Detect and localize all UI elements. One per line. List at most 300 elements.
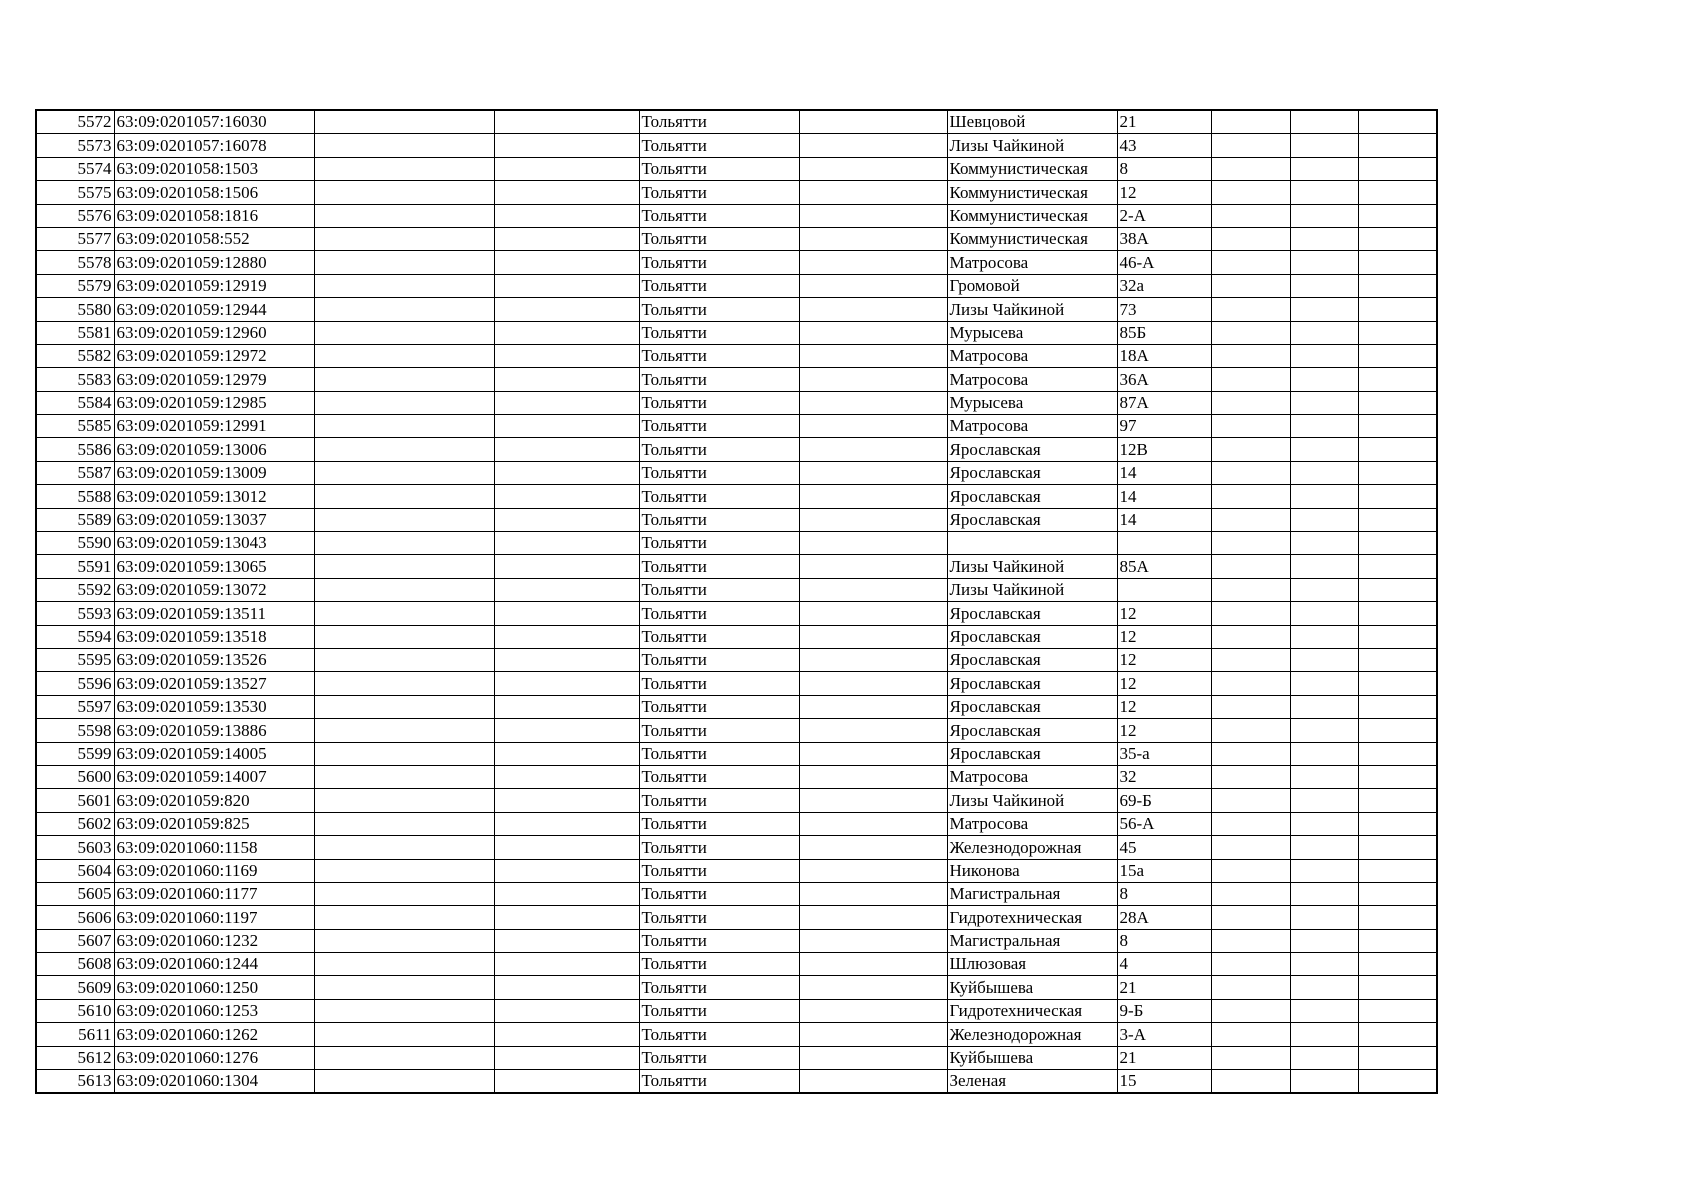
city-cell: Тольятти <box>639 368 799 391</box>
empty-cell <box>799 578 947 601</box>
city-cell: Тольятти <box>639 976 799 999</box>
house-number-cell: 15а <box>1117 859 1211 882</box>
empty-cell <box>799 532 947 555</box>
street-cell: Мурысева <box>947 321 1117 344</box>
street-cell: Гидротехническая <box>947 999 1117 1022</box>
empty-cell <box>1211 485 1290 508</box>
row-number-cell: 5589 <box>36 508 114 531</box>
empty-cell <box>494 251 639 274</box>
empty-cell <box>494 1070 639 1094</box>
empty-cell <box>1358 765 1437 788</box>
empty-cell <box>1290 251 1358 274</box>
empty-cell <box>494 602 639 625</box>
table-row <box>36 812 1437 835</box>
table-row <box>36 859 1437 882</box>
cadastral-number-cell: 63:09:0201060:1177 <box>114 882 314 905</box>
empty-cell <box>314 227 494 250</box>
row-number-cell: 5576 <box>36 204 114 227</box>
house-number-cell: 28А <box>1117 906 1211 929</box>
empty-cell <box>1358 157 1437 180</box>
row-number-cell: 5601 <box>36 789 114 812</box>
empty-cell <box>1211 836 1290 859</box>
empty-cell <box>314 321 494 344</box>
empty-cell <box>314 438 494 461</box>
empty-cell <box>314 110 494 134</box>
empty-cell <box>799 391 947 414</box>
city-cell: Тольятти <box>639 953 799 976</box>
empty-cell <box>1290 648 1358 671</box>
empty-cell <box>1211 157 1290 180</box>
row-number-cell: 5574 <box>36 157 114 180</box>
empty-cell <box>314 859 494 882</box>
cadastral-number-cell: 63:09:0201059:12919 <box>114 274 314 297</box>
empty-cell <box>1211 765 1290 788</box>
table-row <box>36 672 1437 695</box>
empty-cell <box>314 391 494 414</box>
empty-cell <box>314 999 494 1022</box>
empty-cell <box>314 134 494 157</box>
empty-cell <box>1290 321 1358 344</box>
house-number-cell: 12В <box>1117 438 1211 461</box>
table-row <box>36 648 1437 671</box>
cadastral-number-cell: 63:09:0201059:12972 <box>114 344 314 367</box>
cadastral-number-cell: 63:09:0201058:1816 <box>114 204 314 227</box>
empty-cell <box>1211 648 1290 671</box>
street-cell: Матросова <box>947 812 1117 835</box>
house-number-cell: 14 <box>1117 508 1211 531</box>
city-cell: Тольятти <box>639 929 799 952</box>
city-cell: Тольятти <box>639 672 799 695</box>
empty-cell <box>494 227 639 250</box>
empty-cell <box>1290 672 1358 695</box>
empty-cell <box>1358 976 1437 999</box>
cadastral-number-cell: 63:09:0201059:12944 <box>114 298 314 321</box>
empty-cell <box>1211 321 1290 344</box>
row-number-cell: 5608 <box>36 953 114 976</box>
empty-cell <box>799 438 947 461</box>
empty-cell <box>1290 999 1358 1022</box>
house-number-cell: 9-Б <box>1117 999 1211 1022</box>
empty-cell <box>1211 1023 1290 1046</box>
row-number-cell: 5594 <box>36 625 114 648</box>
house-number-cell: 12 <box>1117 602 1211 625</box>
table-row <box>36 368 1437 391</box>
empty-cell <box>1358 602 1437 625</box>
empty-cell <box>1211 1070 1290 1094</box>
empty-cell <box>1290 906 1358 929</box>
empty-cell <box>1290 461 1358 484</box>
empty-cell <box>314 368 494 391</box>
empty-cell <box>1290 1023 1358 1046</box>
street-cell: Коммунистическая <box>947 181 1117 204</box>
city-cell: Тольятти <box>639 882 799 905</box>
street-cell: Шлюзовая <box>947 953 1117 976</box>
empty-cell <box>799 344 947 367</box>
city-cell: Тольятти <box>639 298 799 321</box>
empty-cell <box>494 415 639 438</box>
empty-cell <box>314 929 494 952</box>
cadastral-number-cell: 63:09:0201059:14007 <box>114 765 314 788</box>
empty-cell <box>1290 742 1358 765</box>
empty-cell <box>314 555 494 578</box>
cadastral-number-cell: 63:09:0201060:1197 <box>114 906 314 929</box>
table-row <box>36 906 1437 929</box>
empty-cell <box>314 765 494 788</box>
empty-cell <box>799 719 947 742</box>
empty-cell <box>1290 438 1358 461</box>
house-number-cell: 4 <box>1117 953 1211 976</box>
row-number-cell: 5572 <box>36 110 114 134</box>
row-number-cell: 5577 <box>36 227 114 250</box>
house-number-cell: 12 <box>1117 181 1211 204</box>
empty-cell <box>1358 555 1437 578</box>
house-number-cell: 32 <box>1117 765 1211 788</box>
city-cell: Тольятти <box>639 578 799 601</box>
house-number-cell <box>1117 578 1211 601</box>
empty-cell <box>314 719 494 742</box>
row-number-cell: 5612 <box>36 1046 114 1069</box>
empty-cell <box>1290 695 1358 718</box>
empty-cell <box>1211 461 1290 484</box>
empty-cell <box>1290 625 1358 648</box>
city-cell: Тольятти <box>639 438 799 461</box>
street-cell: Лизы Чайкиной <box>947 578 1117 601</box>
house-number-cell: 12 <box>1117 672 1211 695</box>
empty-cell <box>799 274 947 297</box>
row-number-cell: 5592 <box>36 578 114 601</box>
empty-cell <box>494 648 639 671</box>
city-cell: Тольятти <box>639 836 799 859</box>
empty-cell <box>1290 391 1358 414</box>
empty-cell <box>494 742 639 765</box>
cadastral-number-cell: 63:09:0201059:13886 <box>114 719 314 742</box>
empty-cell <box>1211 368 1290 391</box>
empty-cell <box>494 812 639 835</box>
empty-cell <box>1290 812 1358 835</box>
empty-cell <box>1211 1046 1290 1069</box>
cadastral-number-cell: 63:09:0201059:13511 <box>114 602 314 625</box>
city-cell: Тольятти <box>639 555 799 578</box>
empty-cell <box>314 625 494 648</box>
cadastral-number-cell: 63:09:0201059:12991 <box>114 415 314 438</box>
empty-cell <box>314 648 494 671</box>
street-cell: Ярославская <box>947 438 1117 461</box>
empty-cell <box>1358 368 1437 391</box>
empty-cell <box>1211 508 1290 531</box>
row-number-cell: 5609 <box>36 976 114 999</box>
empty-cell <box>799 555 947 578</box>
empty-cell <box>1290 532 1358 555</box>
cadastral-number-cell: 63:09:0201059:13065 <box>114 555 314 578</box>
house-number-cell: 73 <box>1117 298 1211 321</box>
empty-cell <box>1358 298 1437 321</box>
empty-cell <box>799 1046 947 1069</box>
house-number-cell: 35-а <box>1117 742 1211 765</box>
empty-cell <box>1290 953 1358 976</box>
street-cell: Железнодорожная <box>947 836 1117 859</box>
row-number-cell: 5586 <box>36 438 114 461</box>
table-row <box>36 227 1437 250</box>
empty-cell <box>1290 882 1358 905</box>
empty-cell <box>1211 672 1290 695</box>
city-cell: Тольятти <box>639 251 799 274</box>
empty-cell <box>494 578 639 601</box>
table-row <box>36 344 1437 367</box>
empty-cell <box>1211 391 1290 414</box>
city-cell: Тольятти <box>639 532 799 555</box>
empty-cell <box>1290 415 1358 438</box>
empty-cell <box>799 999 947 1022</box>
empty-cell <box>799 368 947 391</box>
empty-cell <box>1290 485 1358 508</box>
street-cell: Лизы Чайкиной <box>947 555 1117 578</box>
street-cell: Куйбышева <box>947 1046 1117 1069</box>
table-row <box>36 438 1437 461</box>
cadastral-number-cell: 63:09:0201059:14005 <box>114 742 314 765</box>
house-number-cell: 12 <box>1117 695 1211 718</box>
city-cell: Тольятти <box>639 391 799 414</box>
empty-cell <box>1211 859 1290 882</box>
table-row <box>36 882 1437 905</box>
row-number-cell: 5599 <box>36 742 114 765</box>
empty-cell <box>799 110 947 134</box>
row-number-cell: 5580 <box>36 298 114 321</box>
empty-cell <box>494 789 639 812</box>
table-row <box>36 321 1437 344</box>
street-cell: Магистральная <box>947 929 1117 952</box>
row-number-cell: 5573 <box>36 134 114 157</box>
empty-cell <box>1358 461 1437 484</box>
row-number-cell: 5585 <box>36 415 114 438</box>
empty-cell <box>1290 368 1358 391</box>
empty-cell <box>314 461 494 484</box>
row-number-cell: 5587 <box>36 461 114 484</box>
empty-cell <box>1358 321 1437 344</box>
empty-cell <box>314 882 494 905</box>
cadastral-number-cell: 63:09:0201060:1262 <box>114 1023 314 1046</box>
cadastral-number-cell: 63:09:0201057:16078 <box>114 134 314 157</box>
row-number-cell: 5591 <box>36 555 114 578</box>
street-cell: Никонова <box>947 859 1117 882</box>
table-row <box>36 836 1437 859</box>
empty-cell <box>494 368 639 391</box>
house-number-cell: 8 <box>1117 157 1211 180</box>
empty-cell <box>1358 836 1437 859</box>
table-row <box>36 415 1437 438</box>
empty-cell <box>494 953 639 976</box>
empty-cell <box>1290 555 1358 578</box>
empty-cell <box>1358 1023 1437 1046</box>
empty-cell <box>494 110 639 134</box>
empty-cell <box>799 157 947 180</box>
empty-cell <box>1358 859 1437 882</box>
city-cell: Тольятти <box>639 789 799 812</box>
city-cell: Тольятти <box>639 906 799 929</box>
table-row <box>36 578 1437 601</box>
empty-cell <box>1290 1070 1358 1094</box>
empty-cell <box>494 298 639 321</box>
city-cell: Тольятти <box>639 695 799 718</box>
empty-cell <box>1211 789 1290 812</box>
empty-cell <box>494 391 639 414</box>
empty-cell <box>494 976 639 999</box>
empty-cell <box>494 719 639 742</box>
cadastral-number-cell: 63:09:0201059:13527 <box>114 672 314 695</box>
empty-cell <box>799 859 947 882</box>
empty-cell <box>1211 438 1290 461</box>
row-number-cell: 5600 <box>36 765 114 788</box>
street-cell: Лизы Чайкиной <box>947 298 1117 321</box>
empty-cell <box>1358 742 1437 765</box>
table-row <box>36 134 1437 157</box>
cadastral-number-cell: 63:09:0201059:12979 <box>114 368 314 391</box>
empty-cell <box>314 485 494 508</box>
cadastral-number-cell: 63:09:0201060:1253 <box>114 999 314 1022</box>
cadastral-number-cell: 63:09:0201058:1506 <box>114 181 314 204</box>
city-cell: Тольятти <box>639 344 799 367</box>
empty-cell <box>1211 298 1290 321</box>
empty-cell <box>1290 204 1358 227</box>
row-number-cell: 5604 <box>36 859 114 882</box>
empty-cell <box>494 157 639 180</box>
house-number-cell: 18А <box>1117 344 1211 367</box>
empty-cell <box>799 415 947 438</box>
city-cell: Тольятти <box>639 1070 799 1094</box>
table-row <box>36 625 1437 648</box>
empty-cell <box>799 508 947 531</box>
city-cell: Тольятти <box>639 765 799 788</box>
empty-cell <box>799 953 947 976</box>
empty-cell <box>314 578 494 601</box>
house-number-cell: 36А <box>1117 368 1211 391</box>
empty-cell <box>1290 859 1358 882</box>
row-number-cell: 5598 <box>36 719 114 742</box>
cadastral-number-cell: 63:09:0201059:13009 <box>114 461 314 484</box>
empty-cell <box>1358 882 1437 905</box>
empty-cell <box>314 1023 494 1046</box>
empty-cell <box>1211 719 1290 742</box>
empty-cell <box>799 906 947 929</box>
table-row <box>36 719 1437 742</box>
table-row <box>36 181 1437 204</box>
empty-cell <box>1211 906 1290 929</box>
empty-cell <box>1358 672 1437 695</box>
row-number-cell: 5610 <box>36 999 114 1022</box>
empty-cell <box>314 789 494 812</box>
empty-cell <box>314 204 494 227</box>
cadastral-number-cell: 63:09:0201059:820 <box>114 789 314 812</box>
empty-cell <box>799 836 947 859</box>
empty-cell <box>1358 181 1437 204</box>
empty-cell <box>799 789 947 812</box>
empty-cell <box>494 485 639 508</box>
city-cell: Тольятти <box>639 812 799 835</box>
empty-cell <box>1290 298 1358 321</box>
empty-cell <box>1290 836 1358 859</box>
empty-cell <box>494 882 639 905</box>
cadastral-number-cell: 63:09:0201059:13530 <box>114 695 314 718</box>
cadastral-number-cell: 63:09:0201059:12985 <box>114 391 314 414</box>
empty-cell <box>494 695 639 718</box>
street-cell: Матросова <box>947 765 1117 788</box>
empty-cell <box>1290 274 1358 297</box>
street-cell: Матросова <box>947 251 1117 274</box>
street-cell: Ярославская <box>947 742 1117 765</box>
empty-cell <box>1358 695 1437 718</box>
empty-cell <box>314 344 494 367</box>
empty-cell <box>1211 204 1290 227</box>
table-row <box>36 1070 1437 1094</box>
row-number-cell: 5582 <box>36 344 114 367</box>
empty-cell <box>1290 508 1358 531</box>
table-row <box>36 532 1437 555</box>
row-number-cell: 5595 <box>36 648 114 671</box>
empty-cell <box>1358 227 1437 250</box>
empty-cell <box>1358 906 1437 929</box>
city-cell: Тольятти <box>639 742 799 765</box>
empty-cell <box>1211 344 1290 367</box>
row-number-cell: 5605 <box>36 882 114 905</box>
house-number-cell: 21 <box>1117 110 1211 134</box>
cadastral-number-cell: 63:09:0201059:13006 <box>114 438 314 461</box>
city-cell: Тольятти <box>639 274 799 297</box>
street-cell: Лизы Чайкиной <box>947 134 1117 157</box>
empty-cell <box>494 344 639 367</box>
house-number-cell: 15 <box>1117 1070 1211 1094</box>
table-row <box>36 391 1437 414</box>
empty-cell <box>494 906 639 929</box>
table-row <box>36 204 1437 227</box>
empty-cell <box>314 953 494 976</box>
house-number-cell: 12 <box>1117 648 1211 671</box>
city-cell: Тольятти <box>639 602 799 625</box>
empty-cell <box>1358 999 1437 1022</box>
empty-cell <box>1290 134 1358 157</box>
empty-cell <box>494 461 639 484</box>
cadastral-number-cell: 63:09:0201060:1250 <box>114 976 314 999</box>
empty-cell <box>1358 648 1437 671</box>
empty-cell <box>1358 789 1437 812</box>
empty-cell <box>314 695 494 718</box>
table-body <box>36 110 1437 1093</box>
city-cell: Тольятти <box>639 1023 799 1046</box>
city-cell: Тольятти <box>639 508 799 531</box>
table-row <box>36 953 1437 976</box>
row-number-cell: 5597 <box>36 695 114 718</box>
table-row <box>36 251 1437 274</box>
empty-cell <box>1358 1046 1437 1069</box>
table-row <box>36 555 1437 578</box>
city-cell: Тольятти <box>639 625 799 648</box>
empty-cell <box>494 204 639 227</box>
empty-cell <box>1290 976 1358 999</box>
city-cell: Тольятти <box>639 719 799 742</box>
table-row <box>36 1023 1437 1046</box>
empty-cell <box>314 672 494 695</box>
empty-cell <box>314 298 494 321</box>
cadastral-number-cell: 63:09:0201059:12960 <box>114 321 314 344</box>
empty-cell <box>1358 1070 1437 1094</box>
empty-cell <box>799 648 947 671</box>
empty-cell <box>1211 227 1290 250</box>
empty-cell <box>799 227 947 250</box>
house-number-cell: 46-А <box>1117 251 1211 274</box>
empty-cell <box>799 882 947 905</box>
empty-cell <box>314 1046 494 1069</box>
empty-cell <box>1290 789 1358 812</box>
empty-cell <box>494 929 639 952</box>
street-cell: Ярославская <box>947 719 1117 742</box>
